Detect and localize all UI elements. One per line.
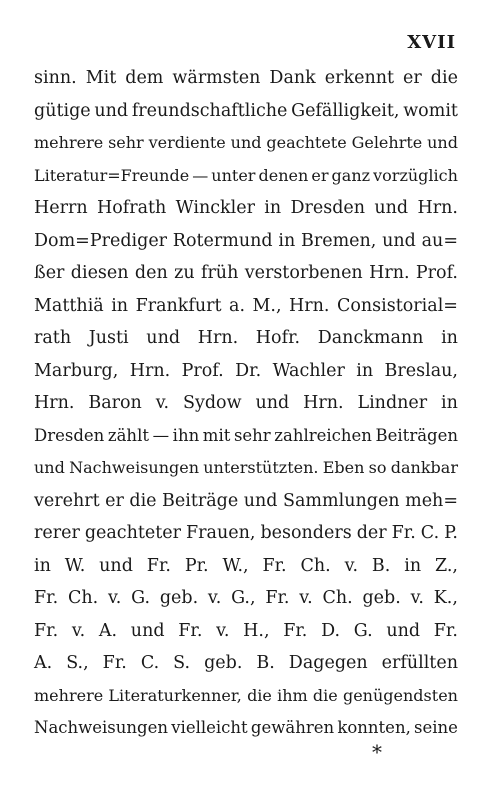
word: A. [34,653,53,673]
word: Hrn. [34,393,75,413]
word: C. [420,523,440,543]
text-line [34,615,458,648]
word: geb. [362,588,401,608]
word: Dresden [290,198,366,218]
word: in [356,360,374,381]
text-line [34,420,458,453]
word: zu [174,263,195,283]
word: v. [299,588,313,608]
word: besonders [260,523,352,543]
word: Fr. [102,653,127,673]
word: Sammlungen [283,490,400,511]
word: verdiente [148,133,226,152]
word: rath [34,328,72,348]
word: A. [98,620,118,641]
word: und [243,490,278,511]
word: Ch. [67,588,99,608]
word: verstorbenen [244,263,363,283]
word: v. [71,620,86,641]
word: in [441,393,458,413]
word: Dr. [235,360,262,381]
word: Z., [435,555,458,576]
word: Fr. [391,523,416,543]
word: Danckmann [317,328,424,348]
word: B. [256,653,275,673]
word: P. [444,523,458,543]
page-number: XVII [407,32,456,53]
word: geb. [159,588,199,608]
word: Fr. [178,620,203,641]
word: G. [131,588,151,608]
word: Fr. [262,555,287,576]
word: S., [66,653,89,673]
word: wärmsten [172,68,261,88]
word: und [94,100,129,121]
word: Baron [88,393,142,413]
word: Beiträgen [375,425,458,445]
word: gewähren [250,718,335,737]
word: sehr [108,133,144,152]
word: — [192,165,209,185]
word: die [430,68,458,88]
word: v. [216,620,230,641]
word: Consistorial= [336,295,458,316]
word: Wachler [272,360,345,381]
word: Hrn. [197,328,239,348]
word: mehrere [34,685,104,705]
word: G. [353,620,373,641]
word: geb. [204,653,243,673]
word: genügendsten [342,685,458,705]
word: konnten, [337,718,411,737]
word: geachtete [266,133,347,152]
word: B. [371,555,391,576]
word: verehrt [34,490,100,511]
word: ganz [331,165,371,185]
word: H., [243,620,270,641]
word: G., [231,588,256,608]
word: Justi [88,328,129,348]
word: meh= [405,490,458,511]
word: Fr. [146,555,171,576]
word: M., [252,295,282,316]
word: Dresden [34,425,105,445]
word: und [386,620,421,641]
word: er [311,165,329,185]
text-line [34,517,458,550]
word: au= [421,230,458,251]
word: die [247,685,272,705]
word: v. [207,588,222,608]
word: unter [211,165,256,185]
word: Dom=Prediger [34,230,168,251]
word: und [34,458,65,477]
text-line [34,355,458,388]
word: rerer [34,523,80,543]
word: Breslau, [384,360,458,381]
word: Prof. [415,263,458,283]
text-line [34,290,458,323]
word: den [134,263,168,283]
word: Hrn. [369,263,410,283]
text-line [34,192,458,225]
word: und [146,328,181,348]
word: Hrn. [417,198,458,218]
word: Sydow [182,393,242,413]
word: Hrn. [289,295,330,316]
text-line [34,62,458,95]
word: ihm [277,685,308,705]
word: und [382,230,416,251]
word: Fr. [433,620,458,641]
word: dankbar [390,458,458,477]
word: Pr. [184,555,209,576]
word: Frankfurt [135,295,222,316]
word: S. [173,653,191,673]
body-text [34,62,458,745]
word: Nachweisungen [34,718,168,737]
text-line [34,452,458,485]
word: erfüllten [381,653,458,673]
word: Fr. [34,620,59,641]
word: — [152,425,170,445]
word: Literatur=Freunde [34,165,190,185]
word: Dank [269,68,316,88]
word: Matthiä [34,295,104,316]
text-line [34,127,458,160]
word: Prof. [181,360,224,381]
catchword-asterisk: * [372,740,382,764]
text-line [34,680,458,713]
word: Mit [85,68,117,88]
word: D. [321,620,341,641]
word: a. [229,295,246,316]
text-line [34,582,458,615]
text-line [34,160,458,193]
word: vielleicht [171,718,248,737]
word: die [312,685,338,705]
word: Fr. [283,620,308,641]
text-line [34,95,458,128]
word: erkennt [324,68,395,88]
word: und [99,555,133,576]
word: zahlreichen [274,425,372,445]
word: W. [64,555,86,576]
word: Hrn. [303,393,344,413]
word: v. [155,393,170,413]
text-line [34,322,458,355]
word: Winckler [175,198,255,218]
word: Lindner [357,393,428,413]
word: Herrn [34,198,88,218]
word: und [255,393,290,413]
word: mehrere [34,133,104,152]
word: früh [200,263,239,283]
word: ßer [34,263,65,283]
word: er [105,490,124,511]
text-line [34,257,458,290]
word: so [368,458,387,477]
word: Gelehrte [351,133,423,152]
word: v. [410,588,424,608]
word: Literaturkenner, [108,685,242,705]
word: Hrn. [129,360,171,381]
text-line [34,387,458,420]
word: in [278,230,296,251]
word: Dagegen [288,653,368,673]
word: die [129,490,157,511]
text-line [34,485,458,518]
word: und [230,133,262,152]
word: K., [433,588,458,608]
word: Beiträge [162,490,239,511]
word: W., [222,555,249,576]
word: freundschaftliche [131,100,288,121]
word: in [404,555,422,576]
word: dem [125,68,164,88]
word: gütige [34,100,91,121]
word: in [34,555,51,576]
word: Hofrath [96,198,167,218]
word: Nachweisungen [69,458,200,477]
word: vorzüglich [373,165,458,185]
word: sehr [233,425,271,445]
word: Frauen, [186,523,256,543]
word: mit [202,425,231,445]
word: er [403,68,422,88]
word: Rotermund [172,230,273,251]
word: in [111,295,129,316]
word: Fr. [265,588,290,608]
word: unterstützten. [203,458,319,477]
word: diesen [70,263,129,283]
word: denen [258,165,309,185]
word: ihn [172,425,200,445]
word: Bremen, [300,230,377,251]
text-line [34,225,458,258]
text-line [34,647,458,680]
word: der [356,523,387,543]
word: geachteter [84,523,182,543]
word: Hofr. [255,328,301,348]
word: und [374,198,409,218]
word: und [130,620,165,641]
text-line [34,550,458,583]
word: seine [414,718,458,737]
word: Gefälligkeit, [291,100,400,121]
word: Eben [322,458,365,477]
word: womit [403,100,458,121]
word: v. [107,588,122,608]
word: Marburg, [34,360,119,381]
word: Ch. [322,588,353,608]
word: v. [344,555,359,576]
word: in [441,328,458,348]
word: Fr. [34,588,59,608]
word: sinn. [34,68,77,88]
word: und [427,133,458,152]
word: in [264,198,282,218]
word: C. [140,653,160,673]
text-line [34,712,458,745]
word: zählt [107,425,149,445]
word: Ch. [300,555,331,576]
